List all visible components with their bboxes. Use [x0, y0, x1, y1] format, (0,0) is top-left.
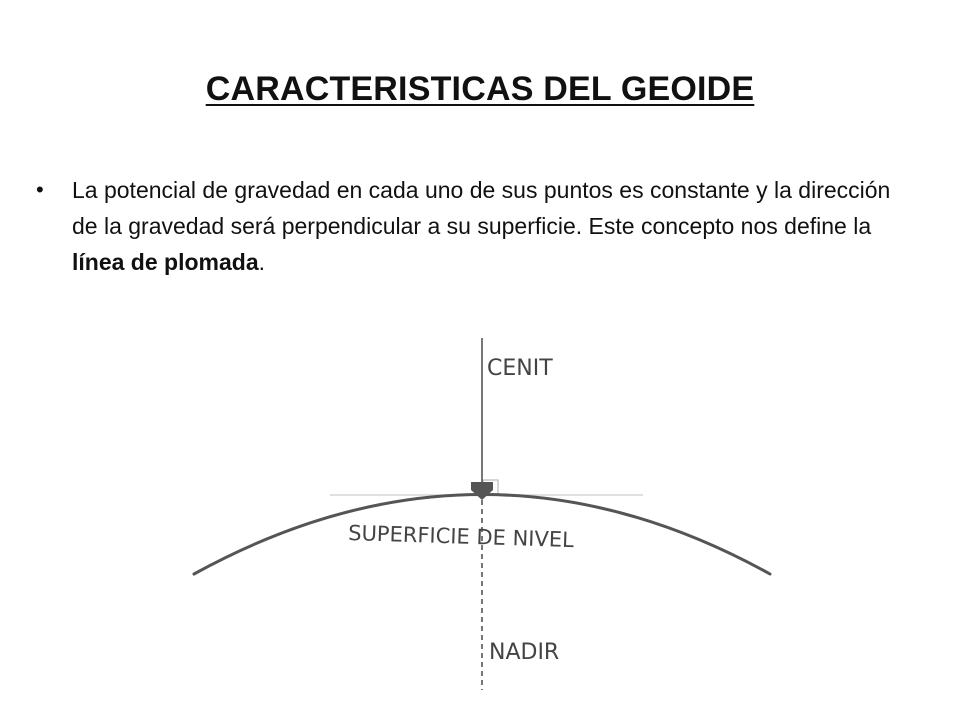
bullet-text-end: . [258, 249, 265, 275]
bullet-text-start: La potencial de gravedad en cada uno de sus puntos es constante y la dirección de la gravedad será perpendicular a su superficie. Este concepto nos define la [72, 177, 891, 239]
plumb-bob-marker [471, 482, 493, 500]
nadir-label: NADIR [489, 640, 560, 665]
surface-label: SUPERFICIE DE NIVEL [347, 521, 575, 553]
slide-title: CARACTERISTICAS DEL GEOIDE [205, 70, 755, 108]
cenit-label: CENIT [487, 356, 553, 381]
bullet-dot: • [36, 177, 44, 202]
bullet-text-bold: línea de plomada [72, 249, 259, 275]
